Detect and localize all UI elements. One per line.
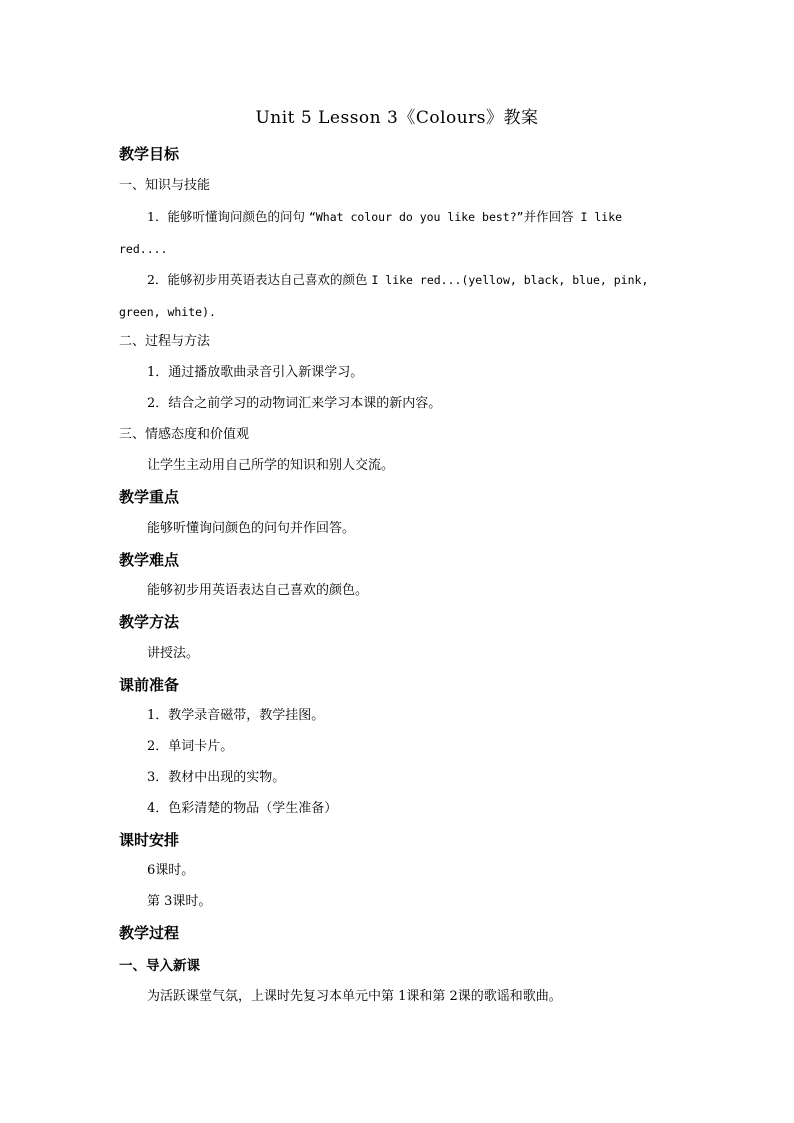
prep-item: 1．教学录音磁带，教学挂图。 [147, 708, 325, 723]
heading-preparation: 课前准备 [119, 676, 180, 694]
objective-item-1-question: “What colour do you like best?” [308, 210, 524, 224]
heading-method: 教学方法 [119, 613, 180, 631]
page-title: Unit 5 Lesson 3《Colours》教案 [255, 108, 539, 128]
heading-schedule: 课时安排 [119, 831, 180, 849]
objective-item-1-text: 1．能够听懂询问颜色的问句 [147, 209, 309, 224]
prep-item: 4．色彩清楚的物品（学生准备） [147, 801, 338, 816]
schedule-line-1: 6课时。 [147, 863, 195, 878]
key-points-text: 能够听懂询问颜色的问句并作回答。 [147, 521, 356, 536]
section-knowledge-skills: 一、知识与技能 [119, 178, 211, 193]
objective-item-1-answer: I like red.... [119, 210, 623, 256]
section-introduction: 一、导入新课 [119, 958, 200, 974]
heading-process: 教学过程 [119, 924, 180, 942]
prep-item: 2．单词卡片。 [147, 739, 234, 754]
objective-item-2-text: 2．能够初步用英语表达自己喜欢的颜色 [147, 272, 372, 287]
process-item-2: 2．结合之前学习的动物词汇来学习本课的新内容。 [147, 396, 442, 411]
objective-item-1-answer-label: 并作回答 [523, 209, 574, 224]
objective-item-1 [119, 201, 677, 265]
method-text: 讲授法。 [147, 646, 200, 661]
section-emotion-values: 三、情感态度和价值观 [119, 427, 250, 442]
objective-item-2 [119, 264, 677, 328]
schedule-line-2: 第 3课时。 [147, 894, 212, 909]
heading-difficulties: 教学难点 [119, 551, 180, 569]
section-process-method: 二、过程与方法 [119, 334, 211, 349]
objective-item-2-example: I like red...(yellow, black, blue, pink, green, white). [119, 273, 649, 319]
process-item-1: 1．通过播放歌曲录音引入新课学习。 [147, 365, 364, 380]
heading-objectives: 教学目标 [119, 145, 180, 163]
introduction-text: 为活跃课堂气氛，上课时先复习本单元中第 1课和第 2课的歌谣和歌曲。 [147, 989, 562, 1004]
difficulties-text: 能够初步用英语表达自己喜欢的颜色。 [147, 583, 369, 598]
prep-item: 3．教材中出现的实物。 [147, 770, 286, 785]
heading-key-points: 教学重点 [119, 488, 180, 506]
emotion-text: 让学生主动用自己所学的知识和别人交流。 [147, 458, 395, 473]
